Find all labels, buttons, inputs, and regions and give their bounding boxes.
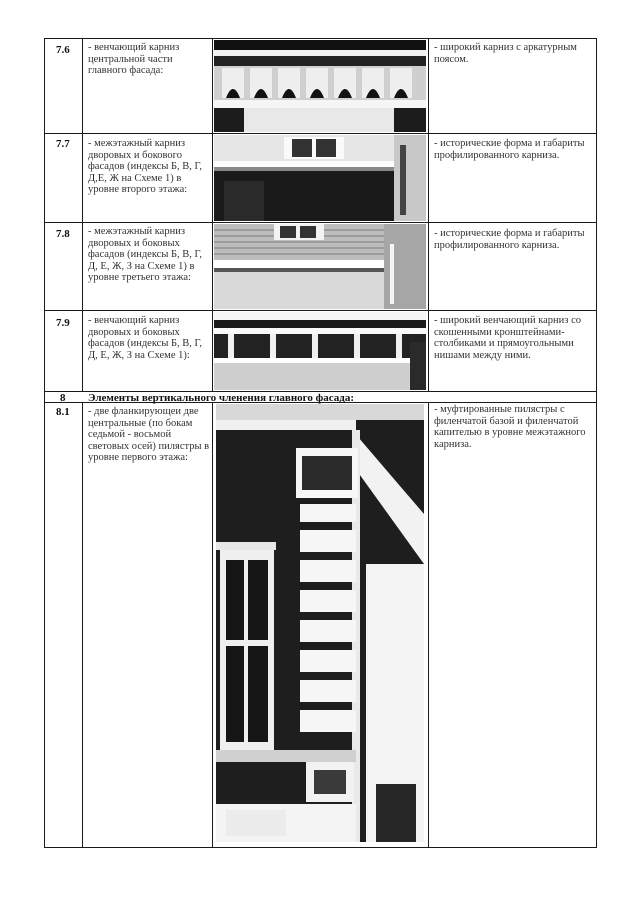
row-divider-3 (44, 310, 597, 311)
photo-cornice-arcature (214, 40, 426, 132)
row-element-text: - венчающий карниз центральной части главного фасада: (88, 42, 180, 77)
section-title: Элементы вертикального членения главного фасада: (88, 392, 354, 404)
table-border-col1-b (82, 402, 83, 848)
row-description-text: - исторические форма и габариты профилированного карниза. (434, 138, 585, 161)
table-border-left (44, 38, 45, 848)
row-description-text: - исторические форма и габариты профилированного карниза. (434, 228, 585, 251)
row-number: 8.1 (56, 406, 70, 418)
row-element-text: - межэтажный карниз дворовых и боковых фасадов (индексы Б, В, Г, Д, Е, Ж, З на Схеме 1) в уровне третьего этажа: (88, 226, 203, 284)
table-border-right (596, 38, 597, 848)
row-element-text: - межэтажный карниз дворовых и бокового фасадов (индексы Б, В, Г, Д,Е, Ж на Схеме 1) в уровне второго этажа: (88, 138, 203, 196)
section-number: 8 (60, 392, 66, 404)
table-border-bottom (44, 847, 597, 848)
photo-crowning-cornice-yard (214, 312, 426, 390)
photo-interfloor-cornice-2 (214, 135, 426, 221)
row-description-text: - широкий венчающий карниз со скошенными кронштейнами-столбиками и прямоугольными нишами между ними. (434, 315, 581, 361)
row-number: 7.8 (56, 228, 70, 240)
table-border-col3-b (428, 402, 429, 848)
table-border-col2-b (212, 402, 213, 848)
row-number: 7.7 (56, 138, 70, 150)
table-border-col1 (82, 38, 83, 392)
row-number: 7.9 (56, 317, 70, 329)
row-divider-1 (44, 133, 597, 134)
table-border-col2 (212, 38, 213, 392)
row-description-text: - муфтированные пилястры с филенчатой базой и филенчатой капителью в уровне межэтажного карниза. (434, 404, 586, 450)
photo-pilasters (216, 404, 424, 842)
row-element-text: - венчающий карниз дворовых и боковых фасадов (индексы Б, В, Г, Д, Е, Ж, З на Схеме 1): (88, 315, 203, 361)
table-border-col3 (428, 38, 429, 392)
row-element-text: - две фланкирующеи две центральные (по бокам седьмой - восьмой световых осей) пилястры в уровне первого этажа: (88, 406, 210, 464)
row-number: 7.6 (56, 44, 70, 56)
row-description-text: - широкий карниз с аркатурным поясом. (434, 42, 577, 65)
row-divider-2 (44, 222, 597, 223)
table-border-top (44, 38, 597, 39)
photo-interfloor-cornice-3 (214, 224, 426, 309)
